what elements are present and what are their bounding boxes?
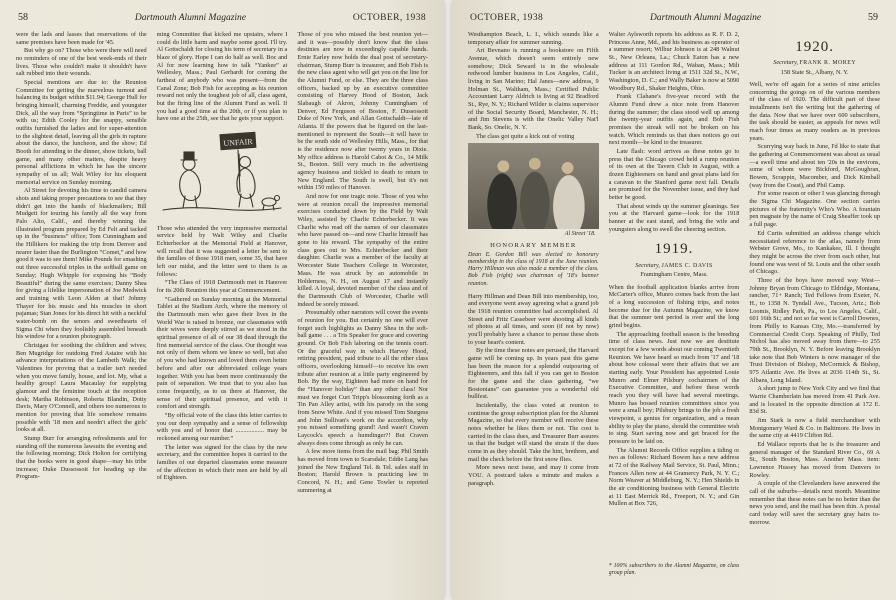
right-columns — [468, 31, 880, 583]
paragraph: The Alumni Records Office supplies a tiding or two as follows: Richard Bowen has a new address at 72 of the Railway Mail Service, St. Paul, Minn.; Frances Allen now at 44 Gramercy Park, N. Y. C.; Norm Weaver at Middleburg, N. Y.; Hen Shields in the air conditioning business with General Electric at 11 East Merrick Rd., Freeport, N. Y.; and Gin Mullen at Box 726, — [608, 446, 740, 508]
paragraph: Christgau for soothing the children and wives; Ben Mugridge for outdoing Fred Astaire with his advance interpretations of the Lambeth Walk; the Valentines for proving that a trailer isn't needed when you move family, house, and lot. My, what a healthy group! Laura Macaulay for supplying glamour and the feminine touch at the reception desk; Martha Robinson, Roberta Blandin, Dotty Davis, Mary O'Connell, and others too numerous to mention for proving that life somehow remains possible with '18 men and needn't affect the girls' looks at all. — [16, 341, 147, 434]
paragraph: The class got quite a kick out of voting — [476, 132, 575, 140]
right-column-3 — [749, 31, 880, 583]
left-column-2-bottom — [157, 225, 288, 482]
left-column-2-top — [157, 31, 288, 123]
paragraph: The letter was signed for the class by the new secretary, and the committee hopes it carried to the families of our departed classmates some measure of the affection in which their men are held by all of Eighteen. — [156, 443, 288, 482]
paragraph: A couple of the Clevelanders have answered the call of the suburbs—details next month. Meantime remember that these notes can be no better than the news you send, and the mail has been thin. A postal card today will save the secretary gray hairs to-morrow. — [749, 480, 880, 526]
left-column-2 — [157, 31, 288, 583]
subscription-footnote: * 100% subscribers to the Alumni Magazine, on class group plan. — [608, 562, 740, 577]
right-running-head — [468, 12, 880, 26]
right-magazine-title: Dartmouth Alumni Magazine — [649, 13, 762, 23]
right-column-2-bottom — [609, 284, 740, 508]
paragraph: For some reason or other I was glancing through the Sigma Chi Magazine. One section carries pictures of the fraternity's Who's Who. A fountain pen magnate by the name of Craig Sheaffer took up a full page. — [749, 190, 880, 229]
left-page-number: 58 — [18, 12, 28, 23]
honorary-member-photo — [468, 143, 599, 229]
paragraph: Those who attended the very impressive memorial service held by Walt Wiley and Charlie Echterbecker at the Memorial Field at Hanover, will recall that it was suggested a letter be sent to the families of those 1918 men, some 35, that have left our midst, and the letter sent to them is as follows: — [156, 224, 288, 278]
right-column-1-top — [468, 31, 599, 140]
right-column-2 — [609, 31, 740, 583]
paragraph: “Gathered on Sunday morning at the Memorial Tablet at the Stadium Arch, where the memory of the Dartmouth men who gave their lives in the World War is raised in bronze, our classmates with their wives were deeply stirred as we stood in the spiritual presence of all of our 38 dead through the first memorial service of the class. Our thought was not only of them whom we knew so well, but also of you who had known and loved them even better before and after our abbreviated college years together. With you has been more continuously the pain of separation. We trust that to you also has come frequently, as to us there at Hanover, the sense of their spiritual presence, and with it comfort and strength. — [156, 295, 288, 411]
cartoon-sign-text: UNFAIR — [223, 137, 253, 149]
paragraph: But why go on? Those who were there will need no reminders of one of the best week-ends of their lives. Those who couldn't make it shouldn't have salt rubbed into their wounds. — [16, 47, 147, 78]
paragraph: That about winds up the summer gleanings. See you at the Harvard game—look for the 1918 banner at the east stand, and bring the wife and youngsters along to swell the cheering section. — [608, 202, 740, 233]
paragraph: Stump Burr for arranging refreshments and for standing off the numerous lawsuits the evening and the following morning; Dick Holton for certifying that the books were in good shape—may his tribe increase; Duke Dussossoit for heading up the Program- — [16, 434, 147, 481]
paragraph: By the time these notes are perused, the Harvard game will be coming up. In years past this game has been the reason for a splendid outpouring of Eighteeners, and this fall if you can get to Boston for the game and the class gathering, “we Bostonians” can guarantee you a wonderful old bullfest. — [468, 347, 599, 401]
paragraph: Late flash: word arrives as these notes go to press that the Chicago crowd held a rump reunion of its own at the Tavern Club in August, with a dozen Eighteeners on hand and great plans laid for a caravan to the Stanford game next fall. Details are promised for the November issue, and they had better be good. — [608, 148, 740, 202]
paragraph: “The Class of 1918 Dartmouth met in Hanover for its 20th Reunion this year at Commencement. — [156, 279, 288, 295]
secretary-line-1919 — [609, 262, 740, 270]
paragraph: More news next issue, and may it come from YOU. A postcard takes a minute and makes a paragraph. — [468, 464, 599, 487]
honorary-member-photo-figure — [468, 143, 599, 238]
paragraph: Ed Wallace reports that he is the treasurer and general manager of the Standard River Co., 69 A St., South Boston, Mass. Another Mass. item: Lawrence Hussey has moved from Danvers to Rowley. — [749, 440, 880, 479]
secretary-label: Secretary, — [635, 261, 660, 269]
paragraph: Well, we're off again for a series of nine articles concerning the goings on of the various members of the class of 1920. The difficult part of these installments isn't the writing but the gathering of the data. Now that we have over 600 subscribers, the task should be easier, as appeals for news will reach four times as many readers as in previous years. — [749, 81, 880, 142]
page-58 — [0, 0, 444, 600]
right-column-1 — [468, 31, 599, 583]
honorary-member-block — [468, 242, 599, 288]
left-running-head — [16, 12, 428, 26]
paragraph: And now for one tragic note. Those of you who were at reunion recall the impressive memorial exercises conducted down by the Field by Walt Wiley, assisted by Charlie Echterbecker. It was Charlie who read off the names of our classmates who have passed on—and now Charlie himself has gone to his reward. The sympathy of the entire class goes out to Mrs. Echterbecker and their daughter. Charlie was a member of the faculty at Worcester State Teachers College in Worcester, Mass. He was struck by an automobile in Holderness, N. H., on August 17 and instantly killed. A loyal, devoted member of the class and of the Dartmouth Club of Worcester, Charlie will indeed be sorely missed. — [297, 193, 428, 308]
left-column-1 — [16, 31, 147, 583]
paragraph: Three of the boys have moved way West—Johnny Bryan from Chicago to Eldridge, Montana, rancher, 71+ Ranch; Ted Fellows from Exeter, N. H., to 1358 N. Tyndall Ave., Tucson, Ariz.; Bob Loomis, Ridley Park, Pa., to Los Angeles, Calif., 601 16th St.; and not so far west is Carroll Downes, from Philly to Kansas City, Mo.—transferred by Commercial Credit Corp. Speaking of Philly, Ted Nichol has also moved away from there—to 255 79th St., Brooklyn, N. Y. Before leaving Brooklyn take note that Bob Winters is now manager of the Trust Division of Bishop, McCormick & Bishop, 975 Atlantic Ave. He lives at 2036 114th St., St. Albans, Long Island. — [749, 276, 880, 384]
paragraph: Incidentally, the class voted at reunion to continue the group subscription plan for the Alumni Magazine, so that every member will receive these notes whether he likes them or not. The cost is carried in the class dues, and Treasurer Burr assures us that the budget will stand the strain if the dues come in as they should. Take the hint, brethren, and mail the check before the first snow flies. — [468, 402, 599, 463]
paragraph: Jim Stark is now a field merchandiser with Montgomery Ward & Co. in Baltimore. He lives in the same city at 4419 Clifton Rd. — [749, 416, 880, 440]
secretary-name: JAMES C. DAVIS — [661, 262, 713, 269]
right-page-number: 59 — [868, 12, 878, 23]
class-year-1920: 1920. — [795, 39, 835, 55]
secretary-name: FRANK R. MOREY — [799, 60, 857, 67]
paragraph: Scurrying way back in June, I'd like to state that the gathering at Commencement was about as usual—a swell time and about ten '20s in the environs, some of whom were Bickford, McGoughran, Bowen, Scrappin, Macomber, and Dick Kimball (way from the Coast), and Phil Camp. — [749, 143, 880, 189]
paragraph: A few more items from the mail bag: Phil Smith has moved from town to Scarsdale; Eddie Lang has joined the New England Tel. & Tel. sales staff in Boston; Harold Brown is practicing law in Concord, N. H.; and Gene Towler is reported summering at — [297, 448, 428, 494]
cartoon-drawing — [158, 126, 286, 218]
paragraph: When the football application blanks arrive from McCarter's office, Munro comes back from the last of a long succession of fishing trips, and notes become due for the Autumn Magazine, we know that the summer tent period is over and the long grind begins. — [608, 283, 740, 329]
paragraph: Special mentions are due to: the Reunion Committee for getting the marvelous turnout and balancing its budget within $11.94; George Hull for bringing himself, charming Freddie, and youngster Dick, all the way from “Springtime in Paris” to be with us; Edith Cooley for the snappy, sensible outfits furnished the ladies and for super-attention to the slightest detail, leaving all the girls in rapture about the dance, the luncheon, and the show; Ed Booth for attending to the dinner, show tickets, ball game, and many other matters, despite heavy personal afflictions in which he has the sincere sympathy of us all; Walt Wiley for his eloquent memorial service on Sunday morning. — [16, 79, 147, 186]
paragraph: Westhampton Beach, L. I., which sounds like a temporary affair for summer sunning. — [468, 31, 599, 46]
paragraph: A short jump to New York City and we find that Warrie Chamberlain has moved from 41 Park Ave. and is located in the opposite direction at 172 E. 83d St. — [749, 385, 880, 416]
left-column-3 — [297, 31, 428, 583]
paragraph: Those of you who missed the best reunion yet—and it was—possibly don't know that the class destinies are now in exceedingly capable hands. Ernie Earley now holds the dual post of secretary-chairman, Stump Burr is treasurer, and Bob Fish is the new class agent who will get you on the line for the Alumni Fund, or else. They are the three class officers, backed up by an executive committee consisting of Harvey Hood of Boston, Jack Slabaugh of Akron, Johnny Cunningham of Denver, Ed Ferguson of Boston, F. Dussossoit Duke of New York, and Allan Gottschaldt—late of Atlanta. If the powers that be figured on the last-mentioned to represent the South—it will have to be the south side of Wellesley Hills, Mass., for that is the residence now after twenty years in Dixie. My office address is Harold Cabot & Co., 14 Milk St., Boston. Still very much in the advertising agency business and tickled to death to return to New England. The South is swell, but it's not within 150 miles of Hanover. — [297, 31, 428, 192]
left-magazine-title: Dartmouth Alumni Magazine — [134, 13, 247, 23]
section-heading-1920 — [749, 38, 880, 76]
paragraph: Frank Clahane's five-year record with the Alumni Fund drew a nice note from Hanover during the summer; the class stood well up among the twenty-year outfits again, and Bob Fish promises the streak will not be broken on his watch. Which reminds us that dues notices go out next month—be kind to the treasurer. — [608, 93, 740, 147]
secretary-address-1919: Framingham Centre, Mass. — [640, 270, 708, 278]
paragraph: The approaching football season is the breeding time of class news. Just now we are destitute except for a few words about our coming Twentieth Reunion. We have heard so much from '17 and '18 about how colossal were their affairs that we are starting early. Your President has appointed Louie Munro and Elmer Pilsbury cochairmen of the Executive Committee, and before these words reach you they will have had several meetings. Munro has bossed reunion committees since you were a small boy; Pilsbury brings to the job a fresh viewpoint, a genius for organization, and a mean ability to play the piano, should the committee wish to sing. Start saving now and get braced for the pressure to be laid on. — [608, 330, 740, 445]
left-issue-date: OCTOBER, 1938 — [352, 13, 426, 23]
paragraph: Art Bevnano is running a bookstore on Fifth Avenue, which doesn't seem entirely new somehow; Dick Seward is in the wholesale redwood lumber business in Los Angeles, Calif., living in San Marino; Hal Janes—new address, 9 Holman St., Waltham, Mass.; Certified Public Accountant Larry Aldrich is living at 92 Bradford St., Rye, N. Y.; Richard Wilder is claims supervisor of the Social Security Board, Manchester, N. H.; and Jim Stevens is with the Onelic Valley Nat'l Bank, So. Onelic, N. Y. — [468, 47, 599, 132]
paragraph: Walter Aylsworth reports his address as R. F. D. 2, Princess Anne, Md., and his business as operator of a summer resort; Wilbur Johnson is at 248 Walnut St., New Orleans, La.; Chuck Eaton has a new address at 111 Gordon Rd., Waban, Mass.; Milt Tucker is an architect living at 1511 32d St., N.W., Washington, D. C.; and Wally Baker is now at 5090 Woodbury Rd., Shaker Heights, Ohio. — [608, 31, 740, 92]
left-columns — [16, 31, 428, 583]
right-column-1-bottom — [468, 293, 599, 488]
right-column-3-body — [749, 81, 880, 526]
photo-caption: Al Street '18. — [564, 231, 596, 238]
secretary-label: Secretary, — [773, 59, 798, 67]
section-heading-1919 — [609, 240, 740, 278]
paragraph: were the lads and lasses that reservations of the same premises have been made for '45. — [16, 31, 147, 46]
honorary-member-title: HONORARY MEMBER — [490, 241, 577, 249]
class-year-1919: 1919. — [654, 241, 694, 258]
paragraph: Presumably other narrators will cover the events of reunion for you. But certainly no one will ever forget such highlights as Danny Shea in the soft-ball game . . . a Tris Speaker for grace and covering ground. Or Bob Fish laboring on the tennis court. Or the graceful way in which Harvey Hood, retiring president, paid tribute to all the other class officers, overlooking himself—to receive his own tribute after reunion at a little party engineered by Bob. By the way, Eighteen had more on hand for the “Hanover holiday” than any other class! Nor must we forget Curt Tripp's blossoming forth as a Tin Pan Alley artist, with his parody on the song from Snow White. And if you missed Tom Sturgess and John Sullivan's work on the accordion, why you missed something grand! And wasn't Craven Laycock's speech a humdinger?! But Craven always does come through as only he can. — [297, 309, 428, 447]
right-issue-date: OCTOBER, 1938 — [470, 13, 544, 23]
secretary-address-1920: 158 State St., Albany, N. Y. — [780, 68, 849, 76]
honorary-member-caption: Dean E. Gordon Bill was elected to honorary membership in the class of 1918 at the June reunion. Harry Hillman was also made a member of the class. Bob Fish (right) was chairman of '18's banner reunion. — [468, 251, 599, 287]
paragraph: Al Street for devoting his time to candid camera shots and taking proper precautions to see that they didn't get into the hands of blackmailers; Bill Mudgett for touring his family all the way from Palo Alto, Calif., and thereby winning the illustrated program prepared by Ed Felt and tacked up in the “business” office; Tom Cunningham and the Hillikers for making the trip from Denver and nearer faster than the Burlington “Comet,” and how good it was to see them! Mike Pounds for smashing out three successful triples in the softball game on Sunday; Hugh Whipple for exposing his “Body Beautiful” during the same exercises; Danny Shea for giving a lifelike impersonation of Joe Medwick and training with Leon Alden at that! Johnny Thayer for his music and his muscles in short pajamas; Stan Jones for his direct hit with a neckful water-bomb on the senors and sweethearts of Sigma Chi when they foolishly assembled beneath his window for a reunion photograph. — [16, 187, 147, 341]
paragraph: ming Committee that kicked me upstairs, where I could do little harm and maybe some good. I'll try. Al Gottschaldt for closing his term of secretary in a blaze of glory. Hope I can do half as well. Boc and Al for now learning how to talk “Yankee” at Wellesley, Mass.; Paul Gerhardt for coming the farthest of anybody who was present—from the Canal Zone; Bob Fish for accepting as his reunion reward not only the toughest job of all, class agent, but the firing line of the Alumni Fund as well. If you had a good time at the 20th, or if you plan to have one at the 25th, see that he gets your support. — [156, 31, 288, 123]
reunion-cartoon-illustration — [157, 126, 288, 221]
right-column-2-top — [609, 31, 740, 233]
page-59 — [452, 0, 896, 600]
paragraph: Ed Curtis submitted an address change which necessitated reference to the atlas, namely from Webster Grove, Mo., to Kankakee, Ill. I thought they might be across the river from each other, but found one was west of St. Louis and the other south of Chicago. — [749, 229, 880, 276]
paragraph: “By official vote of the class this letter carries to you our deep sympathy and a sense of fellowship with you and of honor that .................. may be reckoned among our number.” — [156, 411, 288, 442]
secretary-line-1920 — [749, 59, 880, 67]
paragraph: Harry Hillman and Dean Bill into membership, too, and everyone went away agreeing what a grand job the 1918 reunion committee had accomplished. Al Street and Fritz Cassebeer were shooting all kinds of photos at all times, and soon (if not by now) you'll probably have a chance to peruse these shots to your heart's content. — [468, 292, 599, 346]
